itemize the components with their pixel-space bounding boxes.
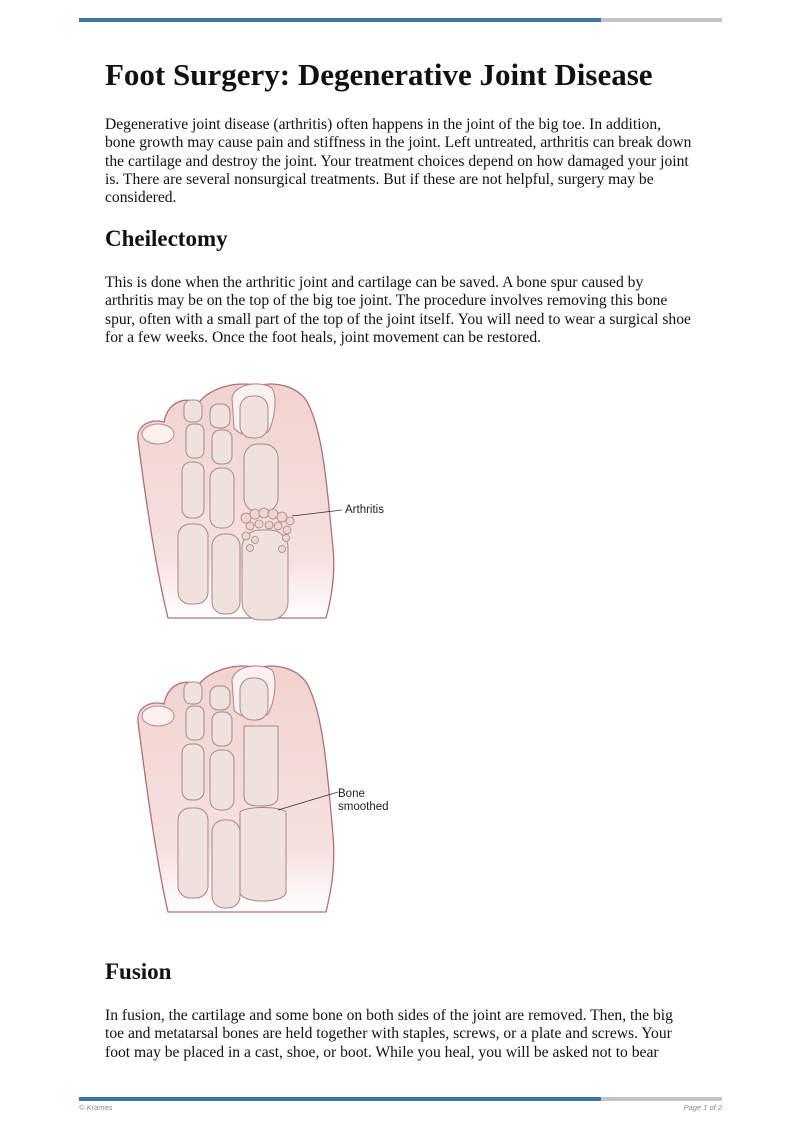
callout-arthritis: Arthritis bbox=[345, 504, 384, 516]
callout-bone-line1: Bone bbox=[338, 788, 365, 800]
bottom-rule-gray bbox=[601, 1097, 722, 1101]
bottom-rule bbox=[79, 1097, 722, 1101]
section-heading-fusion: Fusion bbox=[105, 959, 172, 984]
top-rule-accent bbox=[79, 18, 601, 22]
callout-bone-smoothed bbox=[338, 788, 389, 813]
bottom-rule-accent bbox=[79, 1097, 601, 1101]
footer-copyright: © Krames bbox=[79, 1103, 113, 1112]
figure-bone-smoothed bbox=[128, 660, 408, 915]
callout-bone-line2: smoothed bbox=[338, 800, 389, 813]
footer-page-number: Page 1 of 2 bbox=[683, 1103, 722, 1112]
page-title: Foot Surgery: Degenerative Joint Disease bbox=[105, 57, 653, 92]
top-rule-gray bbox=[601, 18, 722, 22]
top-rule bbox=[79, 18, 722, 22]
cheilectomy-paragraph: This is done when the arthritic joint and cartilage can be saved. A bone spur caused by arthritis may be on the top of the big toe joint. The procedure involves removing this bone spur, often with a small part of the top of the joint itself. You will need to wear a surgical shoe for a few weeks. Once the foot heals, joint movement can be restored. bbox=[105, 274, 691, 346]
fusion-paragraph: In fusion, the cartilage and some bone on both sides of the joint are removed. Then, the big toe and metatarsal bones are held together with staples, screws, or a plate and screws. Your foot may be placed in a cast, shoe, or boot. While you heal, you will be asked not to bear bbox=[105, 1007, 673, 1061]
intro-paragraph: Degenerative joint disease (arthritis) often happens in the joint of the big toe. In addition, bone growth may cause pain and stiffness in the joint. Left untreated, arthritis can break down the cartilage and destroy the joint. Your treatment choices depend on how damaged your joint is. There are several nonsurgical treatments. But if these are not helpful, surgery may be considered. bbox=[105, 116, 692, 207]
section-heading-cheilectomy: Cheilectomy bbox=[105, 226, 228, 251]
foot-illustration-arthritis bbox=[128, 378, 408, 623]
figure-arthritis bbox=[128, 378, 408, 623]
